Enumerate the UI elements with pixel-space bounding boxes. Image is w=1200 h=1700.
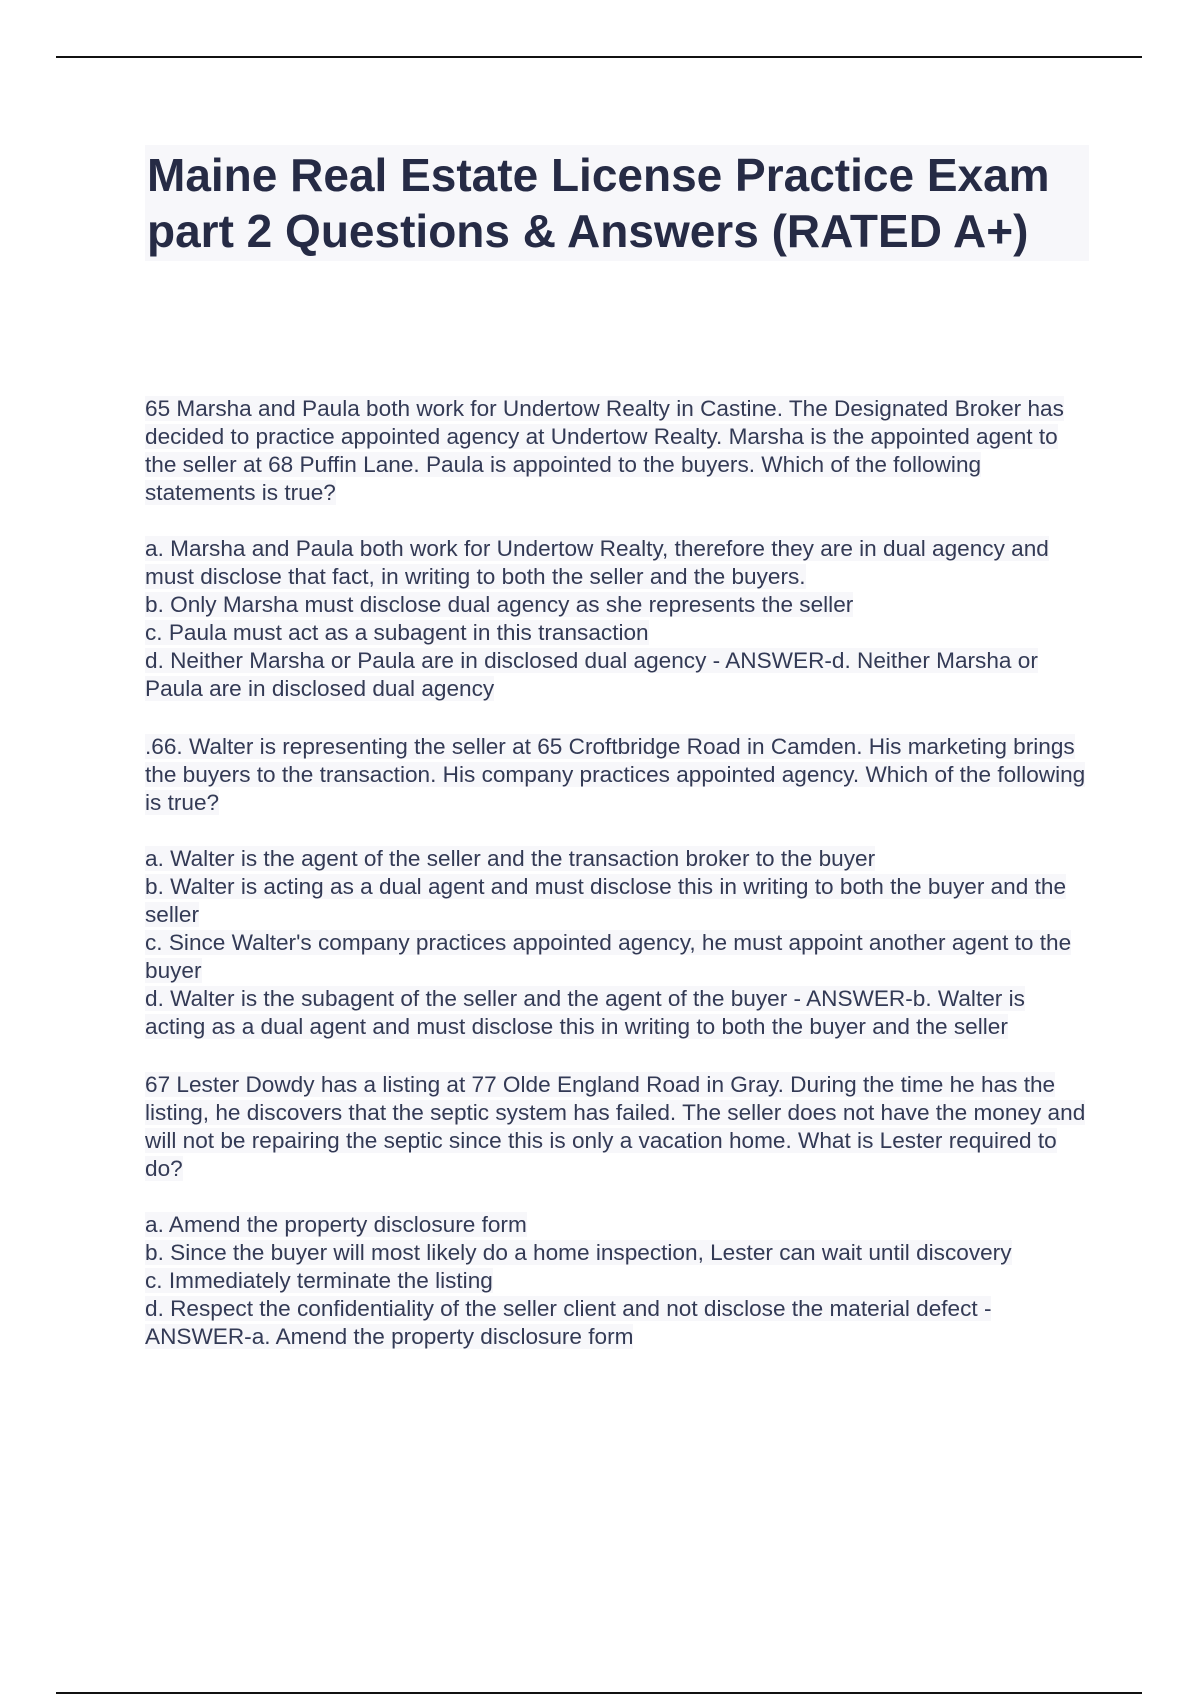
answer-option-c — [145, 1267, 1090, 1295]
answer-option-a — [145, 1211, 1090, 1239]
option-text: a. Walter is the agent of the seller and the transaction broker to the buyer — [145, 846, 876, 871]
option-text: b. Since the buyer will most likely do a home inspection, Lester can wait until discovery — [145, 1240, 1012, 1265]
option-text: c. Paula must act as a subagent in this transaction — [145, 620, 649, 645]
document-title: Maine Real Estate License Practice Exam part 2 Questions & Answers (RATED A+) — [147, 149, 1050, 257]
header-rule — [56, 56, 1142, 58]
answer-option-d — [145, 1295, 1090, 1351]
answer-option-b — [145, 1239, 1090, 1267]
option-text: c. Since Walter's company practices appointed agency, he must appoint another agent to the buyer — [145, 930, 1072, 983]
question-text — [145, 733, 1090, 817]
answer-option-c — [145, 929, 1090, 985]
question-text — [145, 1071, 1090, 1183]
option-text: d. Walter is the subagent of the seller and the agent of the buyer - ANSWER-b. Walter is acting as a dual agent and must disclose this in writing to both the buyer and the seller — [145, 986, 1025, 1039]
option-text: d. Neither Marsha or Paula are in disclosed dual agency - ANSWER-d. Neither Marsha or Paula are in disclosed dual agency — [145, 648, 1038, 701]
question-65-text: 65 Marsha and Paula both work for Undertow Realty in Castine. The Designated Broker has decided to practice appointed agency at Undertow Realty. Marsha is the appointed agent to the seller at 68 Puffin Lane. Paula is appointed to the buyers. Which of the following statements is true? — [145, 396, 1064, 505]
answer-option-b — [145, 591, 1090, 619]
option-text: a. Amend the property disclosure form — [145, 1212, 527, 1237]
question-block-67 — [145, 1071, 1090, 1351]
answer-option-d — [145, 647, 1090, 703]
document-body — [145, 395, 1090, 1381]
option-text: d. Respect the confidentiality of the seller client and not disclose the material defect - ANSWER-a. Amend the property disclosure form — [145, 1296, 992, 1349]
answer-option-c — [145, 619, 1090, 647]
question-67-text: 67 Lester Dowdy has a listing at 77 Olde England Road in Gray. During the time he has the listing, he discovers that the septic system has failed. The seller does not have the money and will not be repairing the septic since this is only a vacation home. What is Lester required to do? — [145, 1072, 1086, 1181]
option-text: b. Walter is acting as a dual agent and must disclose this in writing to both the buyer and the seller — [145, 874, 1067, 927]
option-text: c. Immediately terminate the listing — [145, 1268, 493, 1293]
question-66-text: .66. Walter is representing the seller at 65 Croftbridge Road in Camden. His marketing brings the buyers to the transaction. His company practices appointed agency. Which of the following is true? — [145, 734, 1086, 815]
question-text — [145, 395, 1090, 507]
option-text: b. Only Marsha must disclose dual agency as she represents the seller — [145, 592, 854, 617]
question-block-66 — [145, 733, 1090, 1041]
answer-option-d — [145, 985, 1090, 1041]
answer-option-a — [145, 535, 1090, 591]
answer-option-b — [145, 873, 1090, 929]
answer-option-a — [145, 845, 1090, 873]
title-block — [145, 145, 1089, 261]
question-block-65 — [145, 395, 1090, 703]
option-text: a. Marsha and Paula both work for Undertow Realty, therefore they are in dual agency and must disclose that fact, in writing to both the seller and the buyers. — [145, 536, 1049, 589]
footer-rule — [56, 1692, 1142, 1694]
